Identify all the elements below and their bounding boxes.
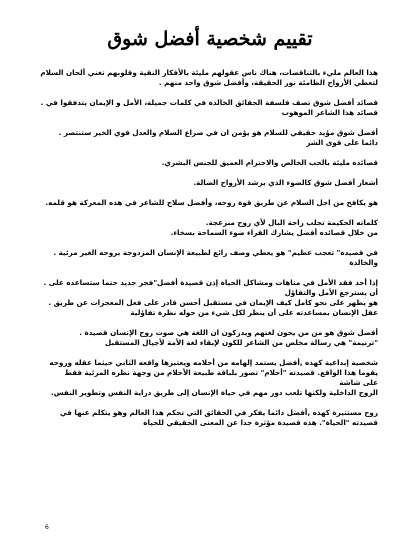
document-title: تقييم شخصية أفضل شوق (107, 28, 313, 50)
paragraph (42, 328, 378, 348)
paragraph-line: في قصيدة" تعجب عظيم" هو يعطي وصف رائع لطبيعة الإنسان المزدوجة بروحه الغير مرئية . (53, 248, 378, 257)
paragraph-line: لتعطي الأرواح الظامئة نور الحقيقة، وأفضل شوق واحد منهم . (158, 78, 378, 87)
paragraph (42, 198, 378, 208)
paragraph-line: قصائد أفضل شوق تصف فلسفة الحقائق الخالدة في كلمات جميلة، الأمل و الإيمان يتدفقوا في . (40, 98, 378, 107)
paragraph (42, 178, 378, 188)
paragraph (42, 158, 378, 168)
paragraph-line: على شاشة (339, 378, 378, 387)
document-body (42, 68, 378, 428)
paragraph-line: الروح الداخلية ولكنها تلعب دور مهم في حياة الإنسان إلى طريق دراية النفس وتطوير النفس. (51, 388, 378, 397)
page-number: 6 (45, 524, 49, 531)
paragraph-line: هو يظهر على نحو كامل كيف الإيمان في مستقبل أحسن قادر على فعل المعجزات عن طريق . (48, 298, 378, 307)
paragraph-line: أن يسترجع الأمل والتفاؤل (284, 288, 378, 297)
paragraph-line: "ترنيمة" هي رسالة مخلص من الشاعر للكون لإبقاء لغة الأمة لأجيال المستقبل (105, 338, 378, 347)
paragraph (42, 278, 378, 318)
paragraph-line: والخالدة (349, 258, 378, 267)
paragraph (42, 408, 378, 428)
paragraph-line: قصائده مليئة بالحب الخالص والاحترام العميق للجنس البشري. (161, 158, 378, 167)
paragraph-line: شخصية إبداعية كهذه ,أفضل يستمد إلهامه من أحلامه ويعتبرها واقعه الثاني حيثما عقله وروحه (49, 358, 378, 367)
paragraph (42, 218, 378, 238)
paragraph-line: قصيدته "الحياة". هذه قصيدة مؤثرة جدا عن المعنى الحقيقي للحياه (143, 418, 378, 427)
paragraph (42, 68, 378, 88)
paragraph (42, 248, 378, 268)
paragraph-line: من خلال قصائده أفضل يشارك القراء ضوء السماحة بسخاء. (170, 228, 378, 237)
paragraph-line: قصائد هذا الشاعر الموهوب (281, 108, 378, 117)
paragraph (42, 98, 378, 118)
paragraph-line: أفضل شوق مؤيد حقيقي للسلام هو يؤمن ان في صراع السلام والعدل قوي الخير ستنتصر . (58, 128, 378, 137)
paragraph (42, 128, 378, 148)
paragraph-line: كلماته الحكيمة تجلب راحة البال لأي روح منزعجة. (205, 218, 378, 227)
paragraph-line: دائما على قوى الشر (306, 138, 378, 147)
paragraph-line: هو يكافح من اجل السلام عن طريق قوة روحه، وأفضل سلاح للشاعر في هذه المعركة هو قلمه. (45, 198, 378, 207)
paragraph (42, 358, 378, 398)
paragraph-line: عقل الإنسان بمساعدته على أن ينظر لكل شيء من حوله نظرة تفاؤلية (130, 308, 378, 317)
paragraph-line: روح مستنيرة كهذه ,أفضل دائما يفكر في الحقائق التي تحكم هذا العالم وهو يتكلم عنها في (59, 408, 378, 417)
paragraph-line: يقوما هذا الواقع. قصيدته "أحلام" تصور بلباقة طبيعة الأحلام من وجهة نظره المرئية فقط (64, 368, 378, 377)
paragraph-line: إذا أحد فقد الأمل في متاهات ومشاكل الحياة إذن قصيدة أفضل"فجر جديد حتما ستساعده على . (43, 278, 378, 287)
paragraph-line: هذا العالم مليء بالتناقضات، هناك ناس عقولهم مليئة بالأفكار النقية وقلوبهم تغني ألحان السلام (40, 68, 378, 77)
paragraph-line: أشعار أفضل شوق كالضوء الذي يرشد الأرواح الضالة. (193, 178, 378, 187)
paragraph-line: أفضل شوق هو من من يحون لغتهم ويدركون ان اللغة هي صوت روح الإنسان قصيدة . (79, 328, 378, 337)
